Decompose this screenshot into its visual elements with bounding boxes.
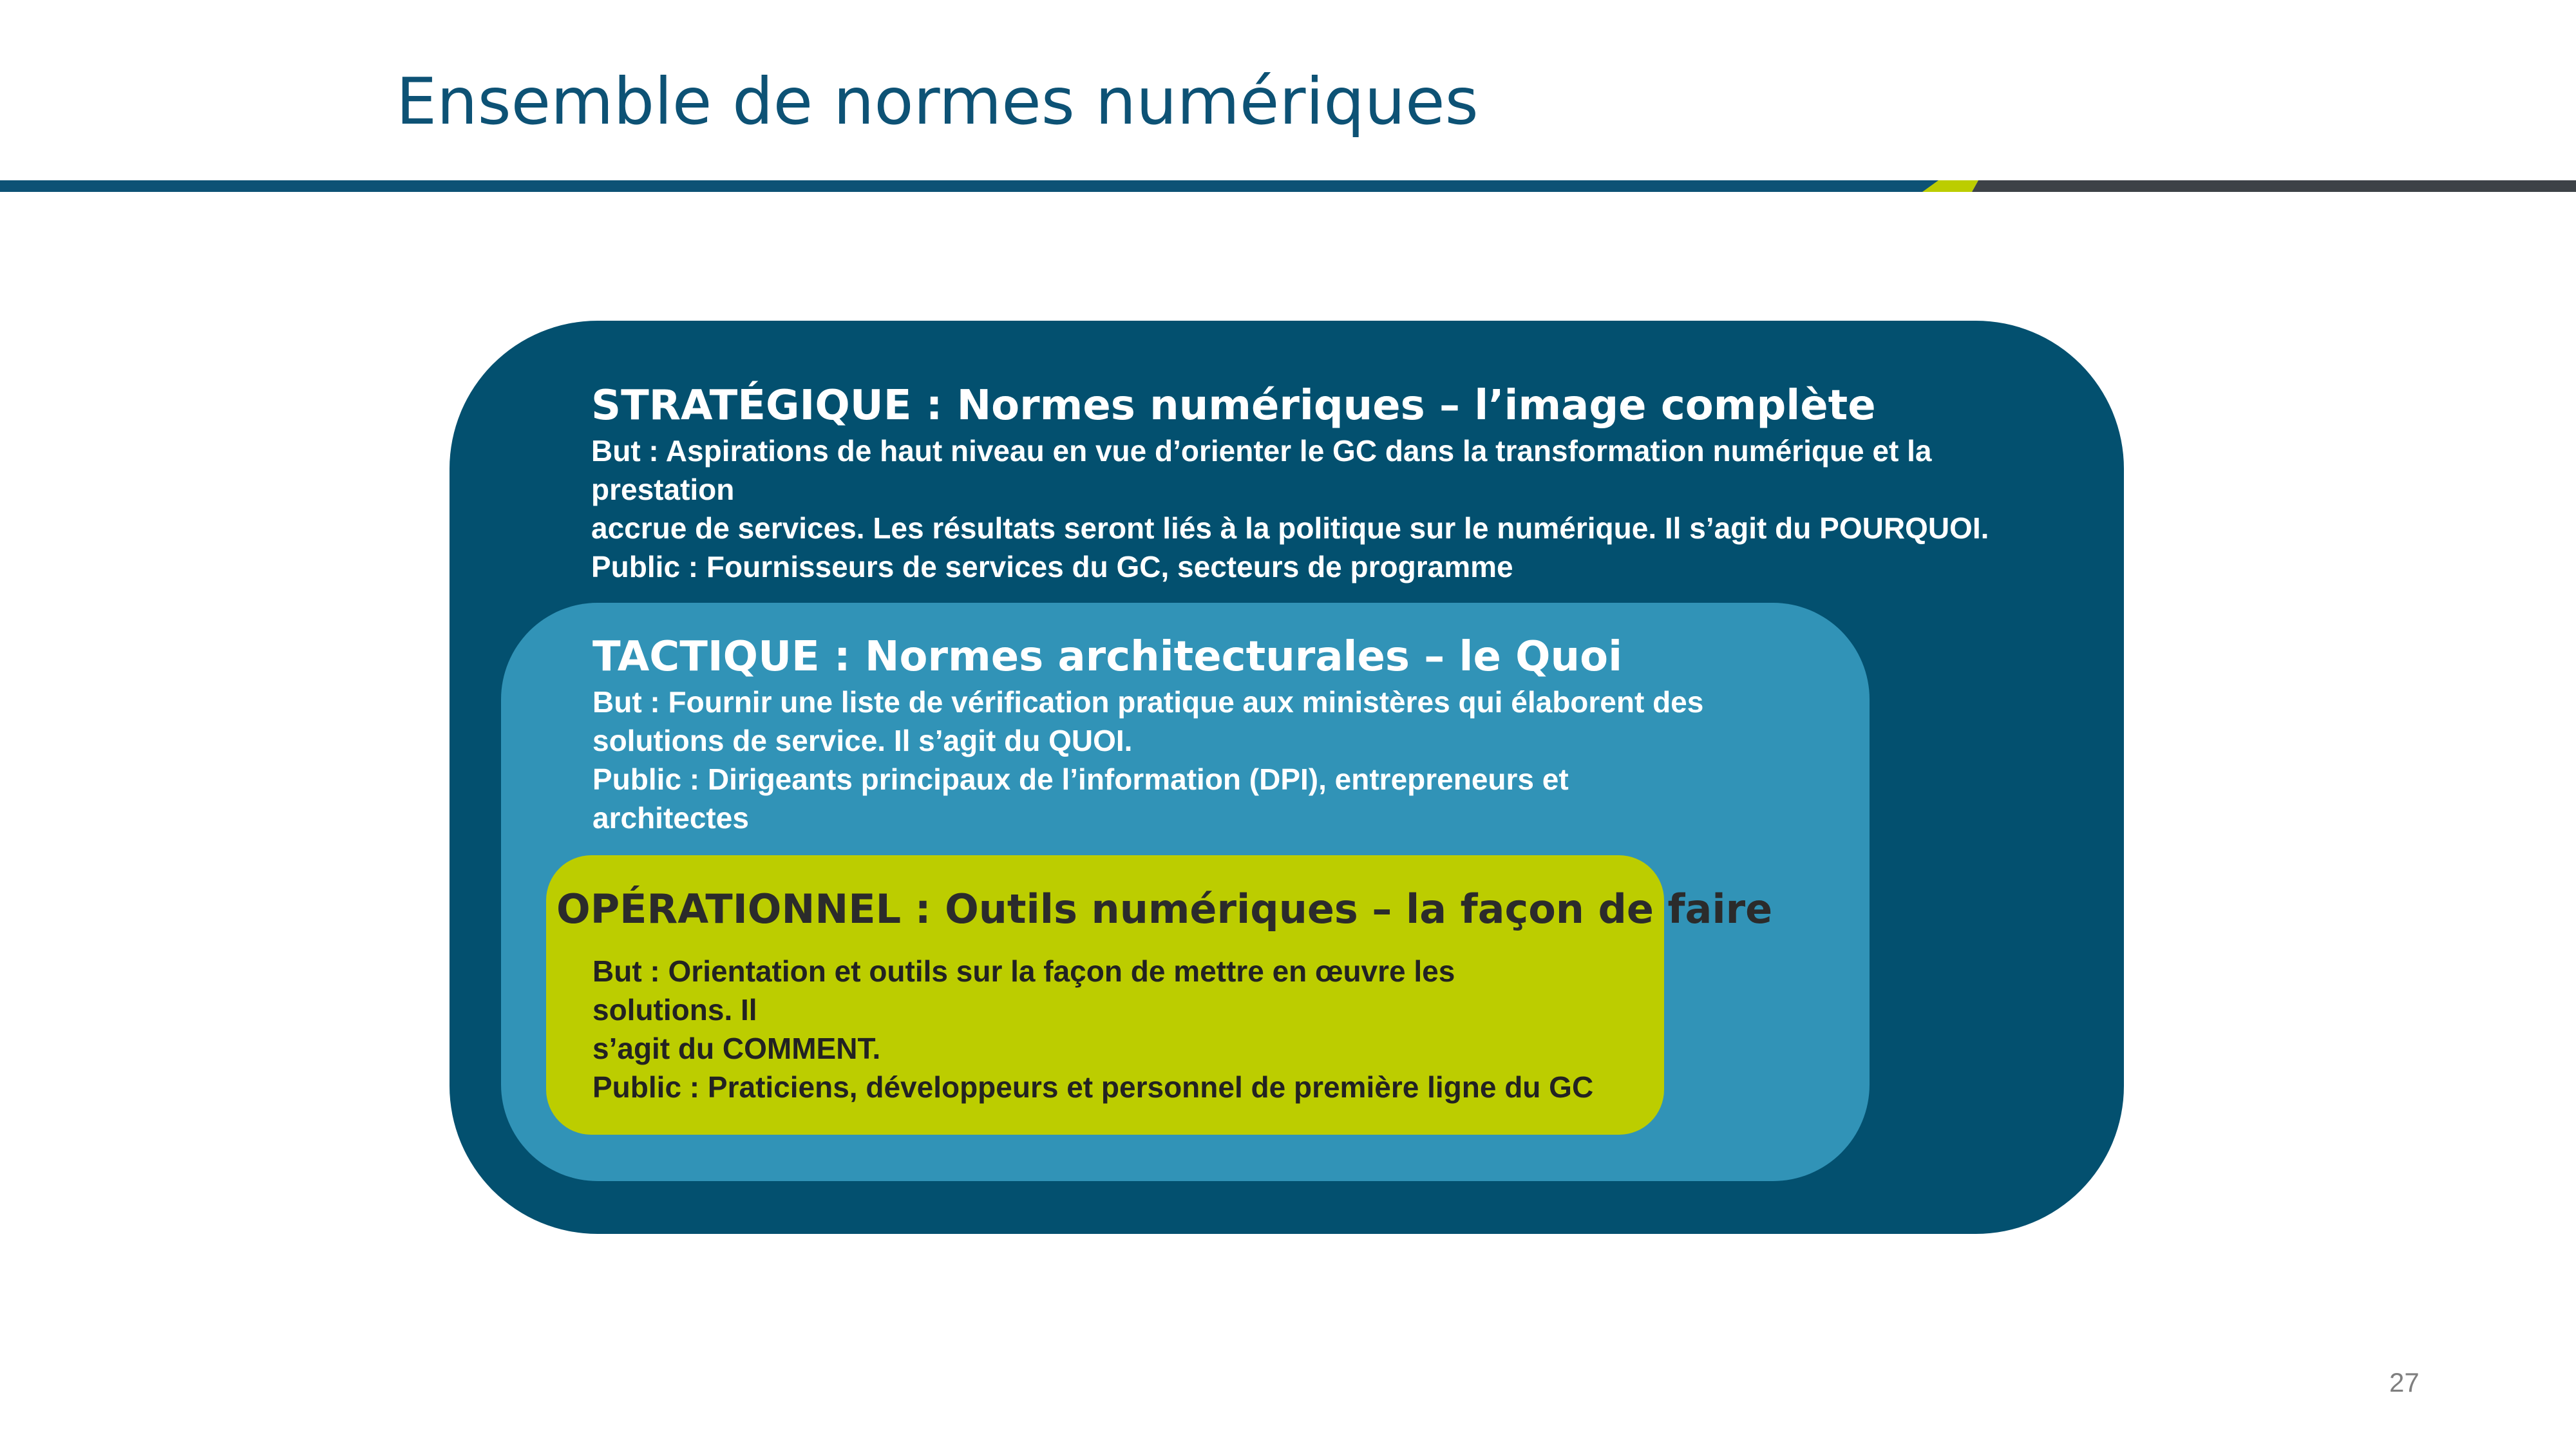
header-bar-dark-segment (1972, 180, 2576, 192)
operational-description (592, 952, 1597, 1106)
strategic-purpose-line-1: But : Aspirations de haut niveau en vue d’orienter le GC dans la transformation numérique et la prestation (591, 434, 1932, 506)
tactical-purpose-line-2: solutions de service. Il s’agit du QUOI. (592, 724, 1133, 757)
operational-level-box (546, 855, 1773, 1135)
operational-purpose-line-2: s’agit du COMMENT. (592, 1032, 881, 1065)
header-bar-accent-segment (1922, 180, 1978, 192)
header-bar-blue-segment (0, 180, 1938, 192)
page-number: 27 (2389, 1367, 2420, 1397)
operational-audience-line: Public : Praticiens, développeurs et personnel de première ligne du GC (592, 1070, 1594, 1104)
strategic-heading: STRATÉGIQUE : Normes numériques – l’image complète (591, 382, 1876, 430)
strategic-audience-line: Public : Fournisseurs de services du GC, secteurs de programme (591, 550, 1513, 583)
operational-purpose-line-1: But : Orientation et outils sur la façon de mettre en œuvre les solutions. Il (592, 954, 1455, 1027)
operational-heading: OPÉRATIONNEL : Outils numériques – la façon de faire (556, 886, 1773, 933)
slide-title: Ensemble de normes numériques (396, 64, 1479, 139)
tactical-description (592, 683, 1719, 837)
strategic-purpose-line-2: accrue de services. Les résultats seront liés à la politique sur le numérique. Il s’agit du POURQUOI. (591, 511, 1989, 545)
strategic-description (591, 431, 2072, 586)
tactical-heading: TACTIQUE : Normes architecturales – le Quoi (592, 633, 1622, 681)
tactical-audience-line: Public : Dirigeants principaux de l’information (DPI), entrepreneurs et architectes (592, 762, 1569, 835)
tactical-purpose-line-1: But : Fournir une liste de vérification pratique aux ministères qui élaborent des (592, 685, 1704, 719)
